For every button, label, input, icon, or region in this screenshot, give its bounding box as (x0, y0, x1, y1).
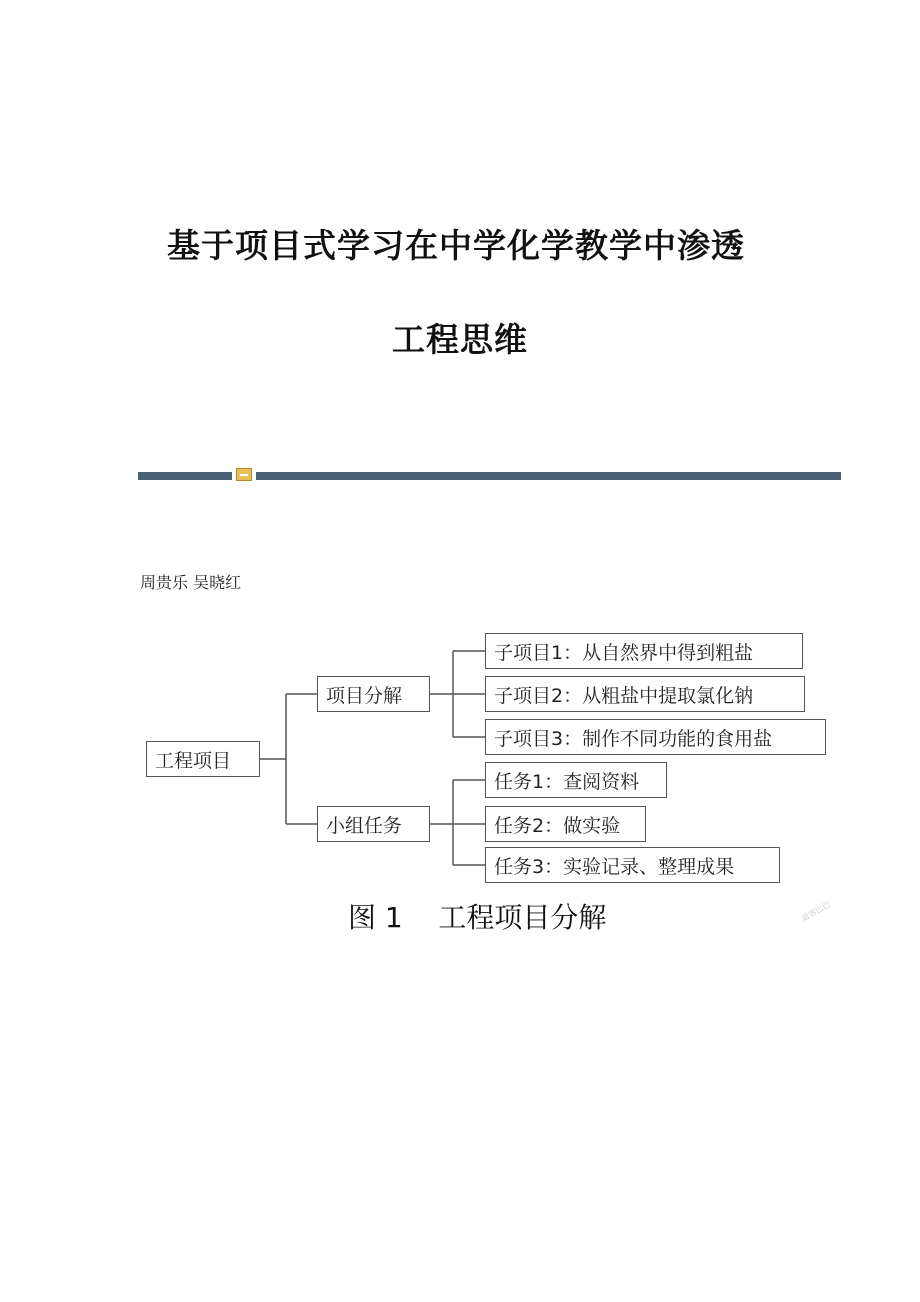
node-branch-project-decomposition: 项目分解 (317, 676, 430, 712)
watermark: 道客巴巴 (799, 899, 833, 924)
document-title-line-2: 工程思维 (392, 320, 528, 359)
node-root: 工程项目 (146, 741, 260, 777)
authors: 周贵乐 吴晓红 (140, 573, 242, 592)
figure-caption: 图 1 工程项目分解 (348, 901, 607, 934)
node-task-1: 任务1：查阅资料 (485, 762, 667, 798)
node-task-2: 任务2：做实验 (485, 806, 646, 842)
node-branch-group-tasks: 小组任务 (317, 806, 430, 842)
document-title-line-1: 基于项目式学习在中学化学教学中渗透 (167, 226, 745, 265)
node-subproject-3: 子项目3：制作不同功能的食用盐 (485, 719, 826, 755)
node-subproject-1: 子项目1：从自然界中得到粗盐 (485, 633, 803, 669)
node-task-3: 任务3：实验记录、整理成果 (485, 847, 780, 883)
node-subproject-2: 子项目2：从粗盐中提取氯化钠 (485, 676, 805, 712)
